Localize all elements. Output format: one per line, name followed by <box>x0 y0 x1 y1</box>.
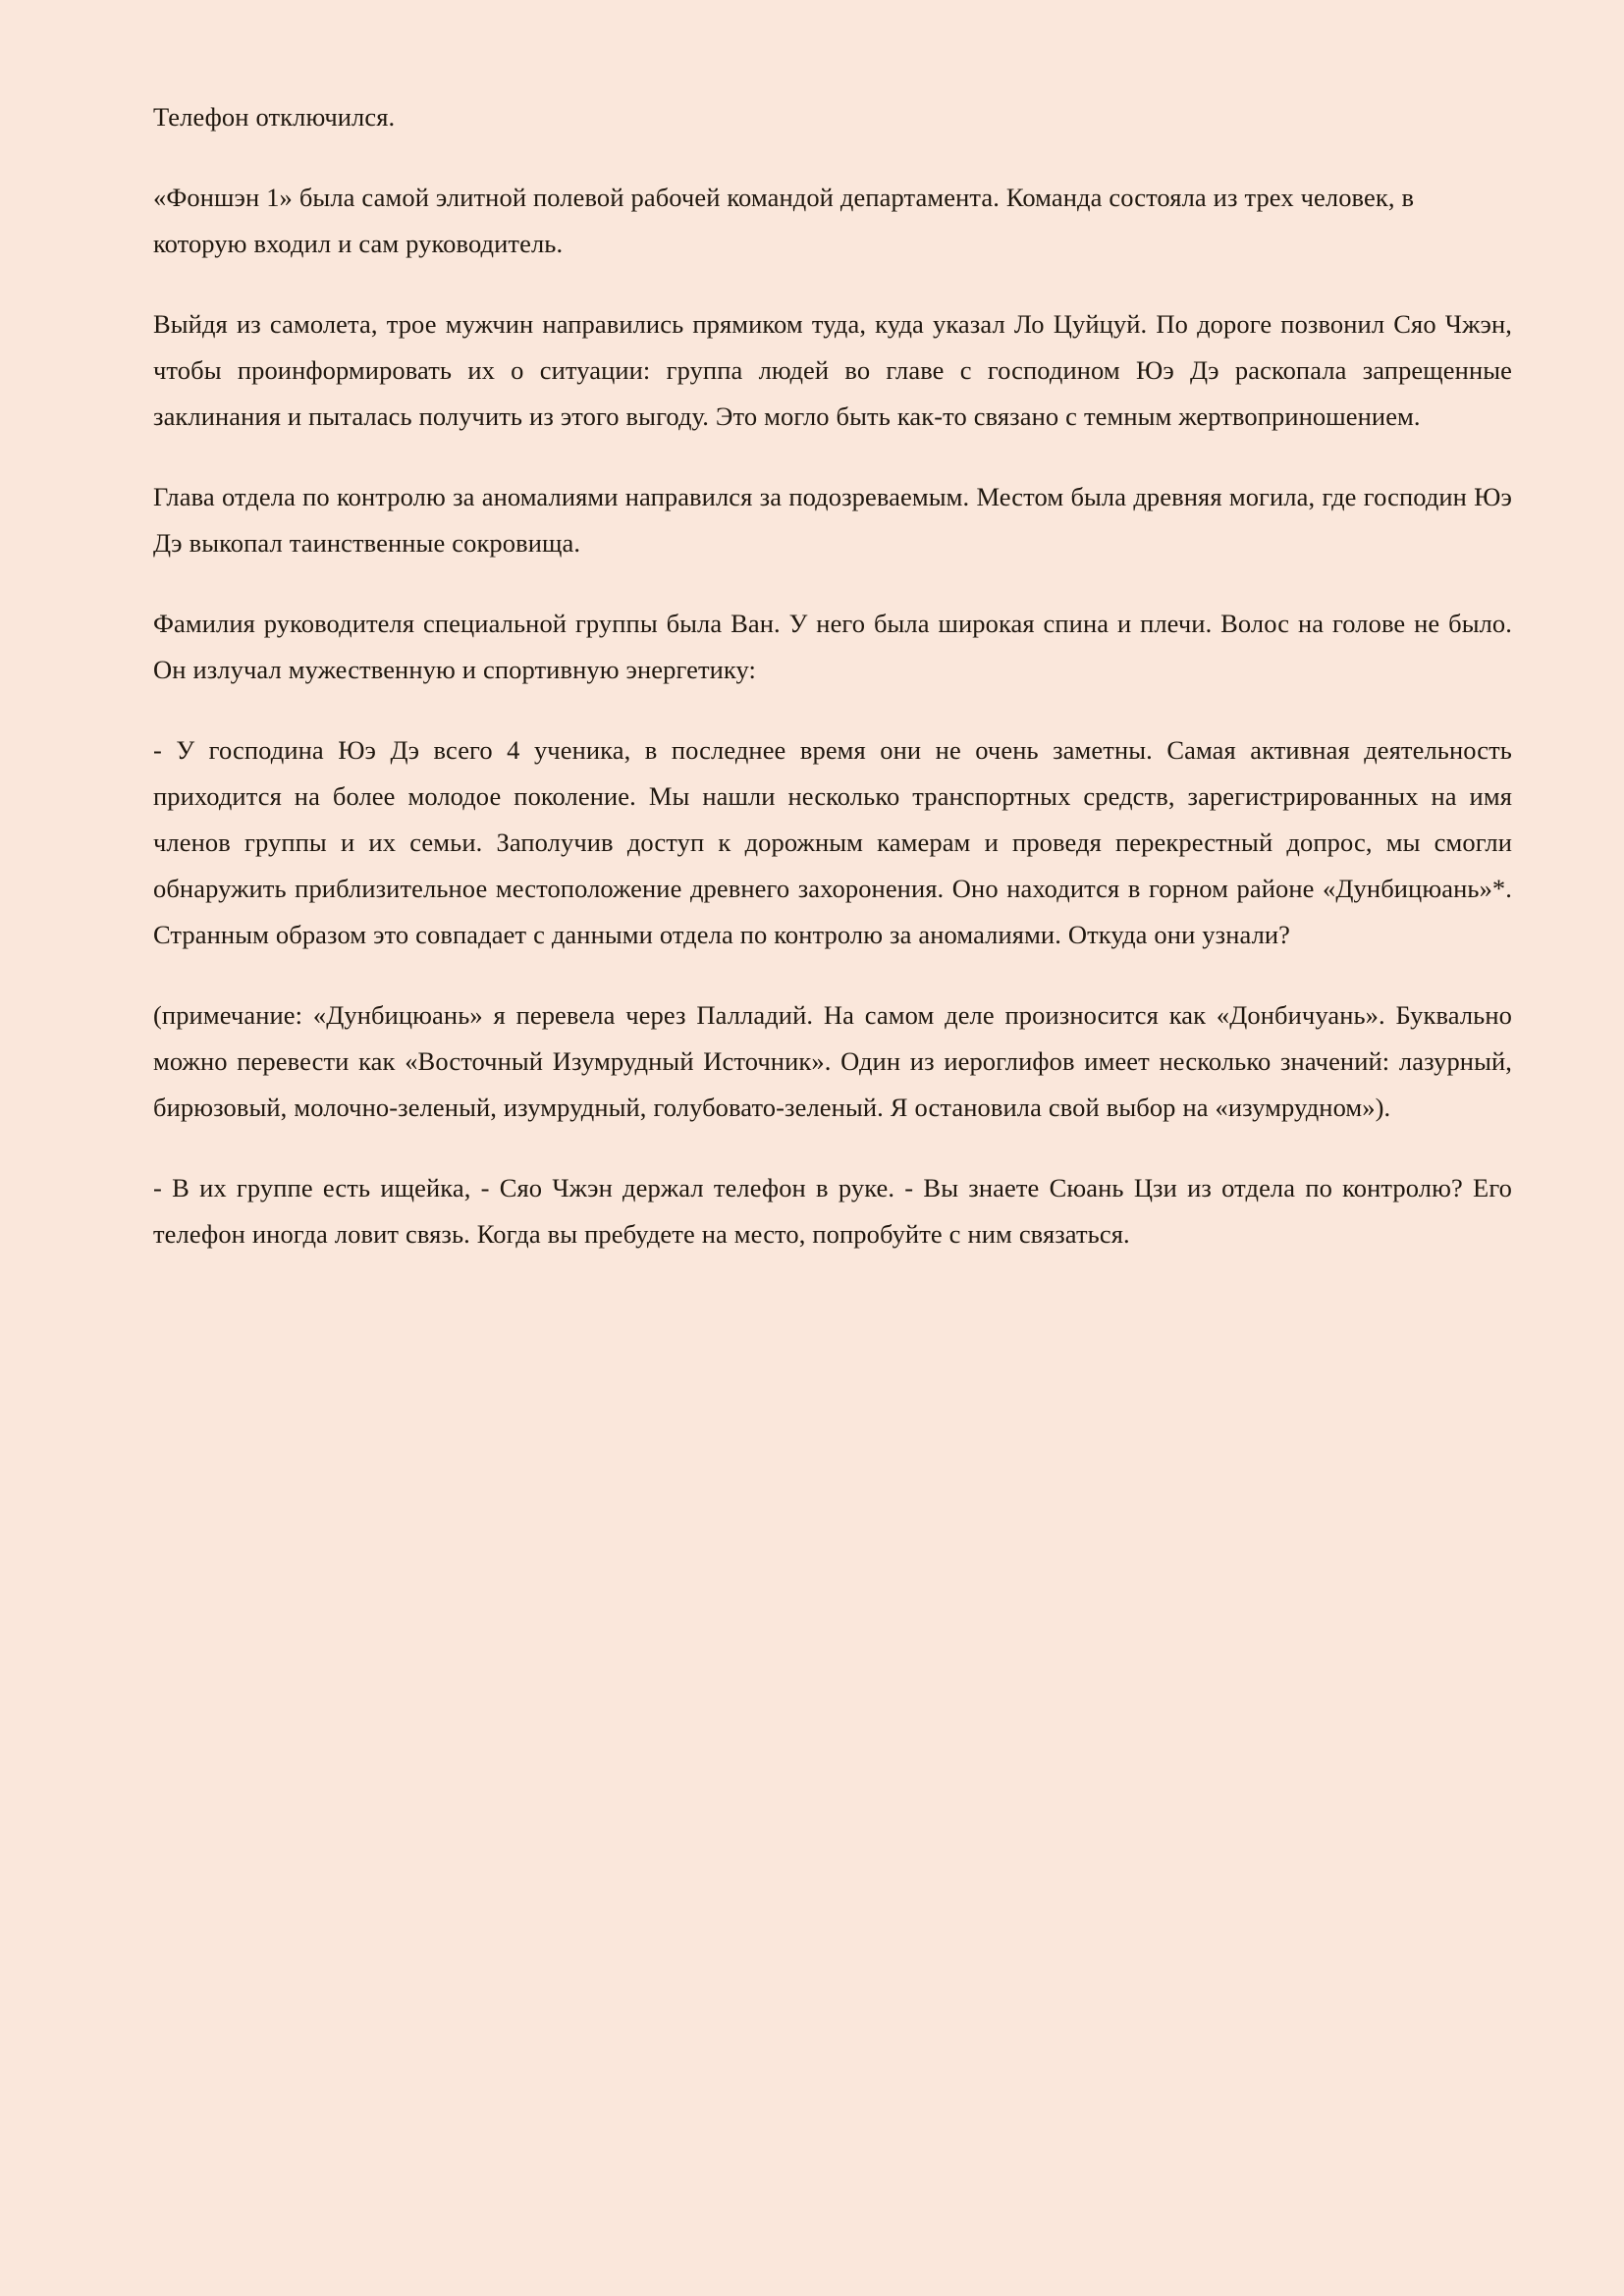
paragraph-8: - В их группе есть ищейка, - Сяо Чжэн держал телефон в руке. - Вы знаете Сюань Цзи из отдела по контролю? Его телефон иногда ловит связь. Когда вы пребудете на место, попробуйте с ним связаться. <box>153 1173 1519 1249</box>
document-text-body <box>153 94 1519 1257</box>
paragraph-7: (примечание: «Дунбицюань» я перевела через Палладий. На самом деле произносится как «Донбичуань». Буквально можно перевести как «Восточный Изумрудный Источник». Один из иероглифов имеет несколько значений: лазурный, бирюзовый, молочно-зеленый, изумрудный, голубовато-зеленый. Я остановила свой выбор на «изумрудном»). <box>153 1000 1519 1122</box>
paragraph-2: «Фоншэн 1» была самой элитной полевой рабочей командой департамента. Команда состояла из трех человек, в которую входил и сам руководитель. <box>153 183 1422 258</box>
paragraph-3: Выйдя из самолета, трое мужчин направились прямиком туда, куда указал Ло Цуйцуй. По дороге позвонил Сяо Чжэн, чтобы проинформировать их о ситуации: группа людей во главе с господином Юэ Дэ раскопала запрещенные заклинания и пыталась получить из этого выгоду. Это могло быть как-то связано с темным жертвоприношением. <box>153 309 1519 431</box>
paragraph-1: Телефон отключился. <box>153 102 396 132</box>
paragraph-6: - У господина Юэ Дэ всего 4 ученика, в последнее время они не очень заметны. Самая активная деятельность приходится на более молодое поколение. Мы нашли несколько транспортных средств, зарегистрированных на имя членов группы и их семьи. Заполучив доступ к дорожным камерам и проведя перекрестный допрос, мы смогли обнаружить приблизительное местоположение древнего захоронения. Оно находится в горном районе «Дунбицюань»*. Странным образом это совпадает с данными отдела по контролю за аномалиями. Откуда они узнали? <box>153 735 1519 949</box>
paragraph-4: Глава отдела по контролю за аномалиями направился за подозреваемым. Местом была древняя могила, где господин Юэ Дэ выкопал таинственные сокровища. <box>153 482 1519 558</box>
paragraph-5: Фамилия руководителя специальной группы была Ван. У него была широкая спина и плечи. Волос на голове не было. Он излучал мужественную и спортивную энергетику: <box>153 609 1519 684</box>
